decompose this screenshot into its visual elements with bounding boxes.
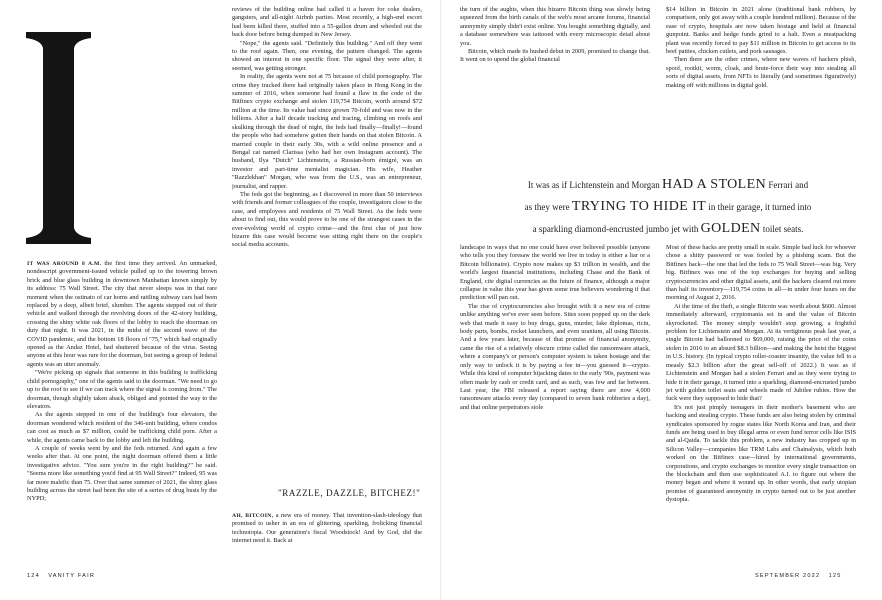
column-2b [232,512,422,568]
lead-in: IT WAS AROUND 8 A.M. [27,261,102,267]
paragraph: "Nope," the agents said. "Definitely this building." And off they went to the roof again. Then, one evening, the pattern changed. The agents showed an interest in one specific floor. The signal they were after, it seemed, was getting stronger. [232,39,422,72]
page-number-left: 124 [27,573,40,579]
lead-in: AH, BITCOIN, [232,513,274,519]
pull-quote-line: a sparkling diamond-encrusted jumbo jet with GOLDEN toilet seats. [532,221,804,236]
paragraph: reviews of the building online had called it a haven for coke dealers, gangsters, and all-night Airbnb parties. Most recently, a high-end escort had been killed there, stuffed into a 55-gallon drum and wheeled out the back door before being dumped in New Jersey. [232,6,422,39]
paragraph: Then there are the other crimes, where new waves of hackers phish, spoof, rootkit, worm, cloak, and brute-force their way into stealing all sorts of digital assets, from NFTs to literally (and sometimes figuratively) making off with millions in digital gold. [666,56,856,89]
paragraph: The feds got the beginning, as I discovered in more than 50 interviews with friends and former colleagues of the couple, investigators close to the case, and employees and residents of 75 Wall Street. As the feds were about to find out, this would prove to be one of the strangest cases in the ever-evolving world of crypto crime—and the first clue of just how bizarre this case would become was sitting right there on the couple's social media accounts. [232,190,422,249]
column-1 [27,260,217,567]
column-3 [460,6,650,148]
page-number-right: 125 [828,573,842,579]
issue-date: SEPTEMBER 2022 [755,573,821,579]
publication-name: VANITY FAIR [48,573,96,579]
pull-quote-line: as they were TRYING TO HIDE IT in their garage, it turned into [524,199,812,214]
column-5 [460,244,650,568]
paragraph: IT WAS AROUND 8 A.M. the first time they arrived. An unmarked, nondescript government-issued vehicle pulled up to the towering brown brick and blue glass building in downtown Manhattan known simply by its address: 75 Wall Street. The city that never sleeps was in that rare moment when the ostinato of car horns and rattling subway cars had been replaced by a deep, albeit brief, slumber. The agents stepped out of their vehicle and walked through the revolving doors of the 42-story building, crossing the shiny white oak floors of the lobby to reach the doorman on duty that night. It was 2021, in the midst of the second wave of the COVID pandemic, and the bottom 18 floors of "75," which had originally opened as the Andaz Hotel, had shuttered because of the virus. Seeing anyone at this hour was rare for the doorman, but seeing a group of federal agents was an utter anomaly. [27,260,217,368]
paragraph: $14 billion in Bitcoin in 2021 alone (traditional bank robbers, by comparison, only got away with a couple hundred million). Because of the ease of crypto, hospitals are now taken hostage and held at financial gunpoint. Banks and hedge funds grind to a halt. Even a meatpacking plant was recently forced to pay $11 million in Bitcoin to get access to its beef patties, chicken cutlets, and pork sausages. [666,6,856,56]
paragraph: At the time of the theft, a single Bitcoin was worth about $600. Almost immediately afterward, cryptomania set in and the value of Bitcoin skyrocketed. The money simply wouldn't stop growing, a frightful problem for Lichtenstein and Morgan. At its vertiginous peak last year, a single Bitcoin had ballooned to $69,000, raising the price of the coins stolen in 2016 to an absurd $8.3 billion—and making the heist the biggest in U.S. history. (In typical crypto roller-coaster insanity, the value fell to a measly $2.3 billion after the great sell-off of 2022.) It was as if Lichtenstein and Morgan had a stolen Ferrari and as they were trying to hide it in their garage, it turned into a sparkling, diamond-encrusted jumbo jet with golden toilet seats and wheels made of Jubilee rubies. How the fuck were they supposed to hide that? [666,302,856,403]
column-4 [666,6,856,148]
footer-left [27,573,95,579]
page-gutter [440,0,442,600]
pull-quote [480,176,856,238]
paragraph: the turn of the aughts, when this bizarre Bitcoin thing was slowly being squeezed from the birth canals of the web's most arcane forums, financial anonymity simply didn't exist online. You bought something digitally, and a database somewhere was tattooed with every microscopic detail about you. [460,6,650,47]
paragraph: Bitcoin, which made its hushed debut in 2009, promised to change that. It went on to upend the global financial [460,48,650,64]
paragraph: The rise of cryptocurrencies also brought with it a new era of crime unlike anything we've ever seen before. Sites soon popped up on the dark web that made it easy to buy drugs, guns, murder, fake diplomas, ricin, body parts, bombs, rocket launchers, and even uranium, all using Bitcoin. And a few years later, because of that promise of financial anonymity, came the rise of a relatively obscure crime called the ransomware attack, where a company's or person's computer system is taken hostage and the only way to unlock it is by paying a fee in—you guessed it—crypto. While this kind of computer hijacking dates to the early '90s, payment was often made by cash or credit card, and as such, was few and far between. Last year, the FBI released a report saying there are now 4,000 ransomware attacks every day (compared to seven bank robberies a day), and that online perpetrators stole [460,302,650,411]
paragraph: landscape in ways that no one could have ever believed possible (anyone who tells you they foresaw the world we live in today is either a liar or a Bitcoin billionaire). Crypto now makes up $3 trillion in wealth, and the world's largest financial institutions, including Chase and the Bank of England, cite digital currencies as the future of finance, although a major collapse in value this year has given some true believers wondering if that prediction will pan out. [460,244,650,302]
pull-quote-line: It was as if Lichtenstein and Morgan HAD A STOLEN Ferrari and [527,177,809,192]
paragraph: AH, BITCOIN, a new era of money. That invention-slash-ideology that promised to usher in an era of glittering, sparkling, frolicking financial technotopia. Our generation's fiscal Woodstock! And by God, did the internet need it. Back at [232,512,422,545]
paragraph: A couple of weeks went by and the feds returned. And again a few weeks after that. At one point, the night doorman offered them a little investigative advice. "You sure you're in the right building?" he said. "Seems more like something you'd find at 95 Wall Street?" Indeed, 95 was far more malefic than 75. Over that same summer of 2021, the shiny glass building across the street had been the site of a series of drug busts by the NYPD; [27,444,217,503]
dropcap-letter [26,32,91,244]
paragraph: In reality, the agents were not at 75 because of child pornography. The crime they tracked there had originally taken place in Hong Kong in the summer of 2016, when someone had found a flaw in the code of the Bitfinex crypto exchange and stolen 119,754 Bitcoin, worth around $72 million at the time. Its value had since grown 70-fold and was now in the billions. After a half decade tracking and tracing, climbing on roofs and skulking through the dead of night, the feds had finally—finally!—found the people who had somehow gotten their hands on that stolen Bitcoin. A married couple in their early 30s, with a wild online presence and a Bengal cat named Clarissa (who had her own Instagram account). The husband, Ilya "Dutch" Lichtenstein, a Russian-born émigré, was an investor and part-time mentalist magician. His wife, Heather "Razzlekhan" Morgan, who was from the U.S., was an entrepreneur, journalist, and rapper. [232,73,422,190]
footer-right [755,573,842,579]
section-subhead: "RAZZLE, DAZZLE, BITCHEZ!" [278,488,421,498]
paragraph: Most of these hacks are pretty small in scale. Simple bad luck for whoever chose a shitty password or was fooled by a phishing scam. But the Bitfinex hack—the one that led the feds to 75 Wall Street—was big. Very big. Bitfinex was one of the top exchanges for buying and selling cryptocurrencies and other digital assets, and the hackers cleared out more than half its inventory—119,754 coins in all—in under four hours on the morning of August 2, 2016. [666,244,856,302]
column-2 [232,6,422,458]
paragraph: As the agents stepped in one of the building's four elevators, the doorman wondered which resident of the 346-unit building, where condos can cost as much as $7 million, could be trafficking child porn. After a while, the agents came back to the lobby and left the building. [27,411,217,444]
paragraph: It's not just pimply teenagers in their mother's basement who are hacking and stealing crypto. These funds are also being stolen by criminal syndicates sponsored by rogue states like North Korea and Iran, and their funds are being used to buy illegal arms or even fund terror cells like ISIS and al-Qaida. To tackle this problem, a new industry has cropped up in Silicon Valley—companies like TRM Labs and Chainalysis, which both worked on the Bitfinex case—hired by international governments, corporations, and crypto exchanges to monitor every single transaction on the blockchain and then use sophisticated A.I. to figure out where the money began and where it wound up. In other words, that early utopian promise of guaranteed anonymity in crypto turned out to be just another dystopia. [666,403,856,504]
column-6 [666,244,856,568]
paragraph: "We're picking up signals that someone in this building is trafficking child pornography," one of the agents said to the doorman. "We need to go up to the roof to see if we can track where the signal is coming from." The doorman, though slightly taken aback, obliged and pointed the way to the elevators. [27,369,217,410]
